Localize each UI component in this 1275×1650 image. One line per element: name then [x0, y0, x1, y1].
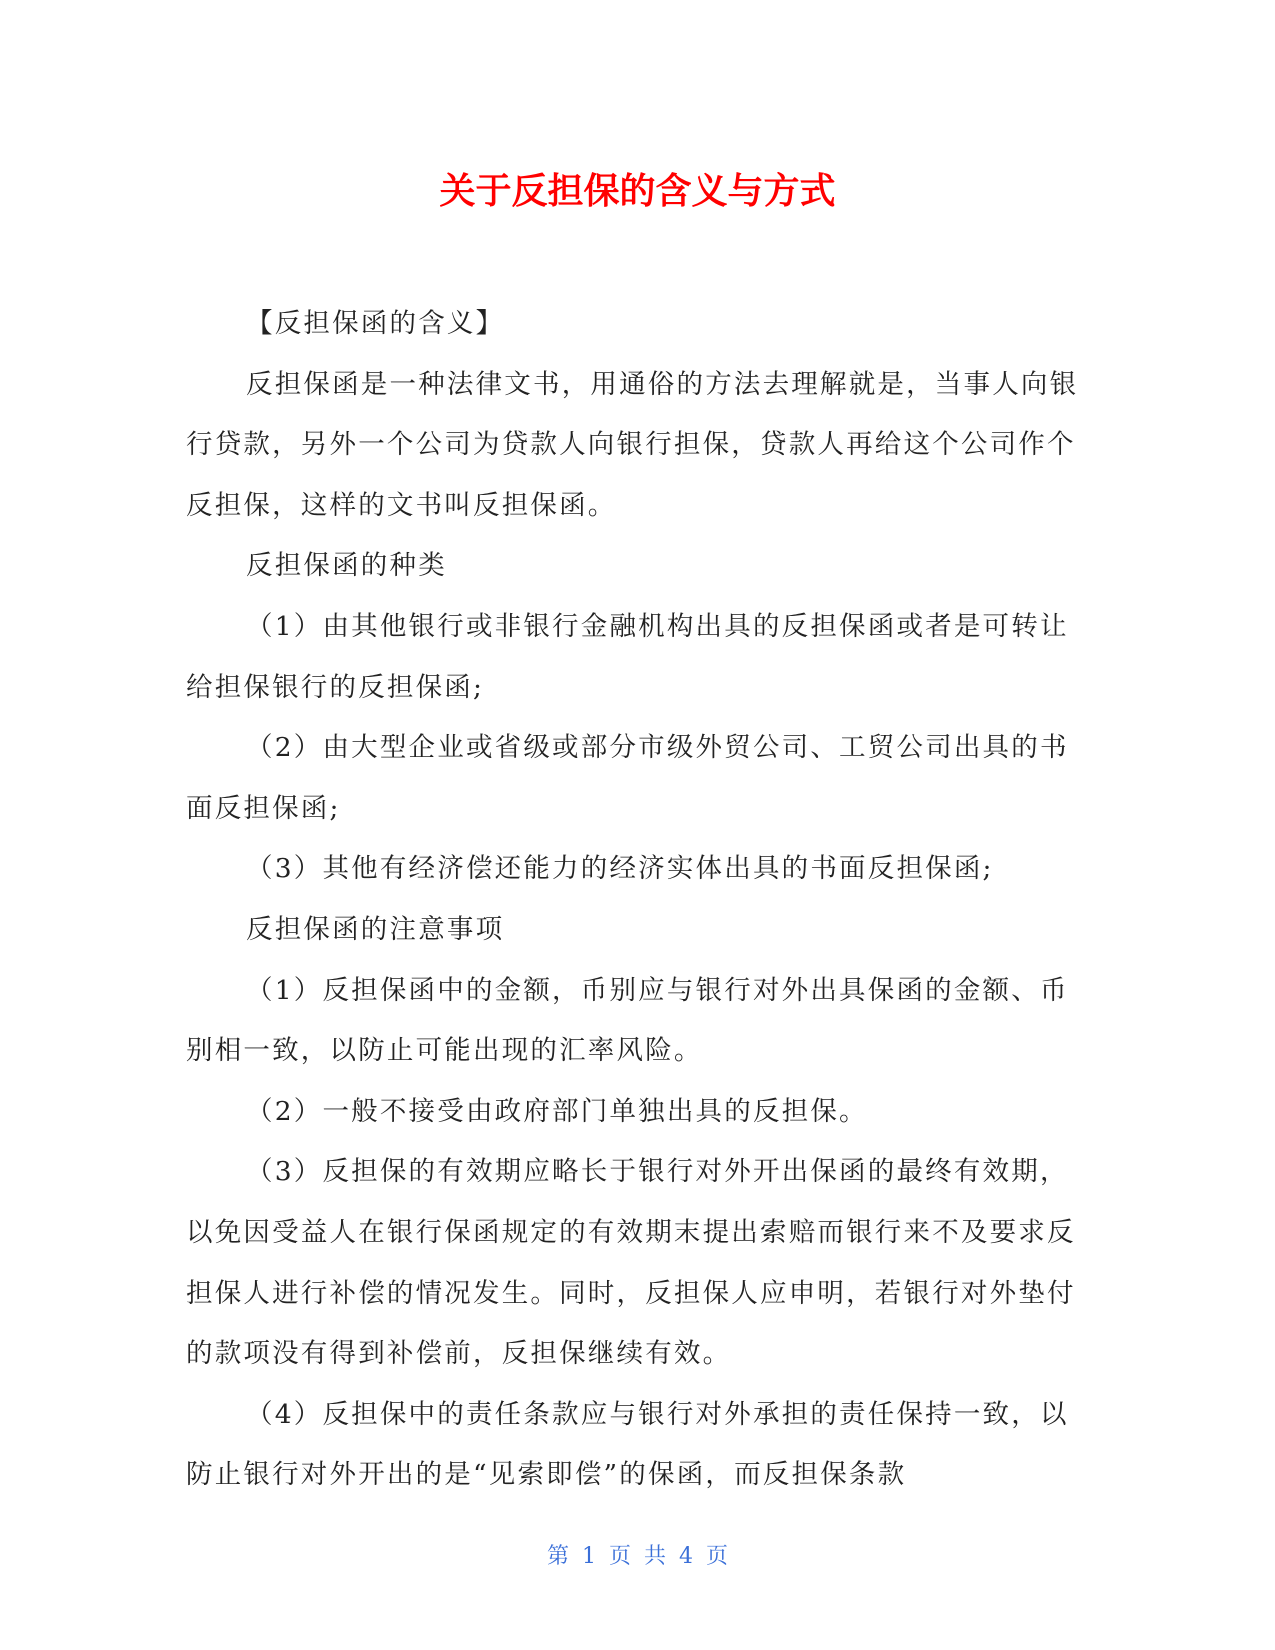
- document-body: [186, 294, 1086, 1506]
- list-item-note-2: （2）一般不接受由政府部门单独出具的反担保。: [246, 1095, 868, 1127]
- section-heading-types: 反担保函的种类: [246, 550, 447, 582]
- list-item-note-1: （1）反担保函中的金额，币别应与银行对外出具保函的金额、币别相一致，以防止可能出现的汇率风险。: [186, 974, 1069, 1067]
- list-item-note-4: （4）反担保中的责任条款应与银行对外承担的责任保持一致，以防止银行对外开出的是“见索即偿”的保函，而反担保条款: [186, 1398, 1069, 1491]
- paragraph-definition: 反担保函是一种法律文书，用通俗的方法去理解就是，当事人向银行贷款，另外一个公司为贷款人向银行担保，贷款人再给这个公司作个反担保，这样的文书叫反担保函。: [186, 368, 1079, 521]
- section-heading-meaning: 【反担保函的含义】: [246, 308, 505, 339]
- list-item-note-3: （3）反担保的有效期应略长于银行对外开出保函的最终有效期，以免因受益人在银行保函规定的有效期末提出索赔而银行来不及要求反担保人进行补偿的情况发生。同时，反担保人应申明，若银行对外垫付的款项没有得到补偿前，反担保继续有效。: [186, 1156, 1076, 1370]
- section-heading-notes: 反担保函的注意事项: [246, 913, 505, 945]
- list-item-type-3: （3）其他有经济偿还能力的经济实体出具的书面反担保函;: [246, 853, 994, 885]
- document-title: 关于反担保的含义与方式: [439, 171, 836, 212]
- page-number-footer: 第 1 页 共 4 页: [547, 1544, 728, 1569]
- list-item-type-2: （2）由大型企业或省级或部分市级外贸公司、工贸公司出具的书面反担保函;: [186, 732, 1069, 824]
- list-item-type-1: （1）由其他银行或非银行金融机构出具的反担保函或者是可转让给担保银行的反担保函;: [186, 610, 1069, 703]
